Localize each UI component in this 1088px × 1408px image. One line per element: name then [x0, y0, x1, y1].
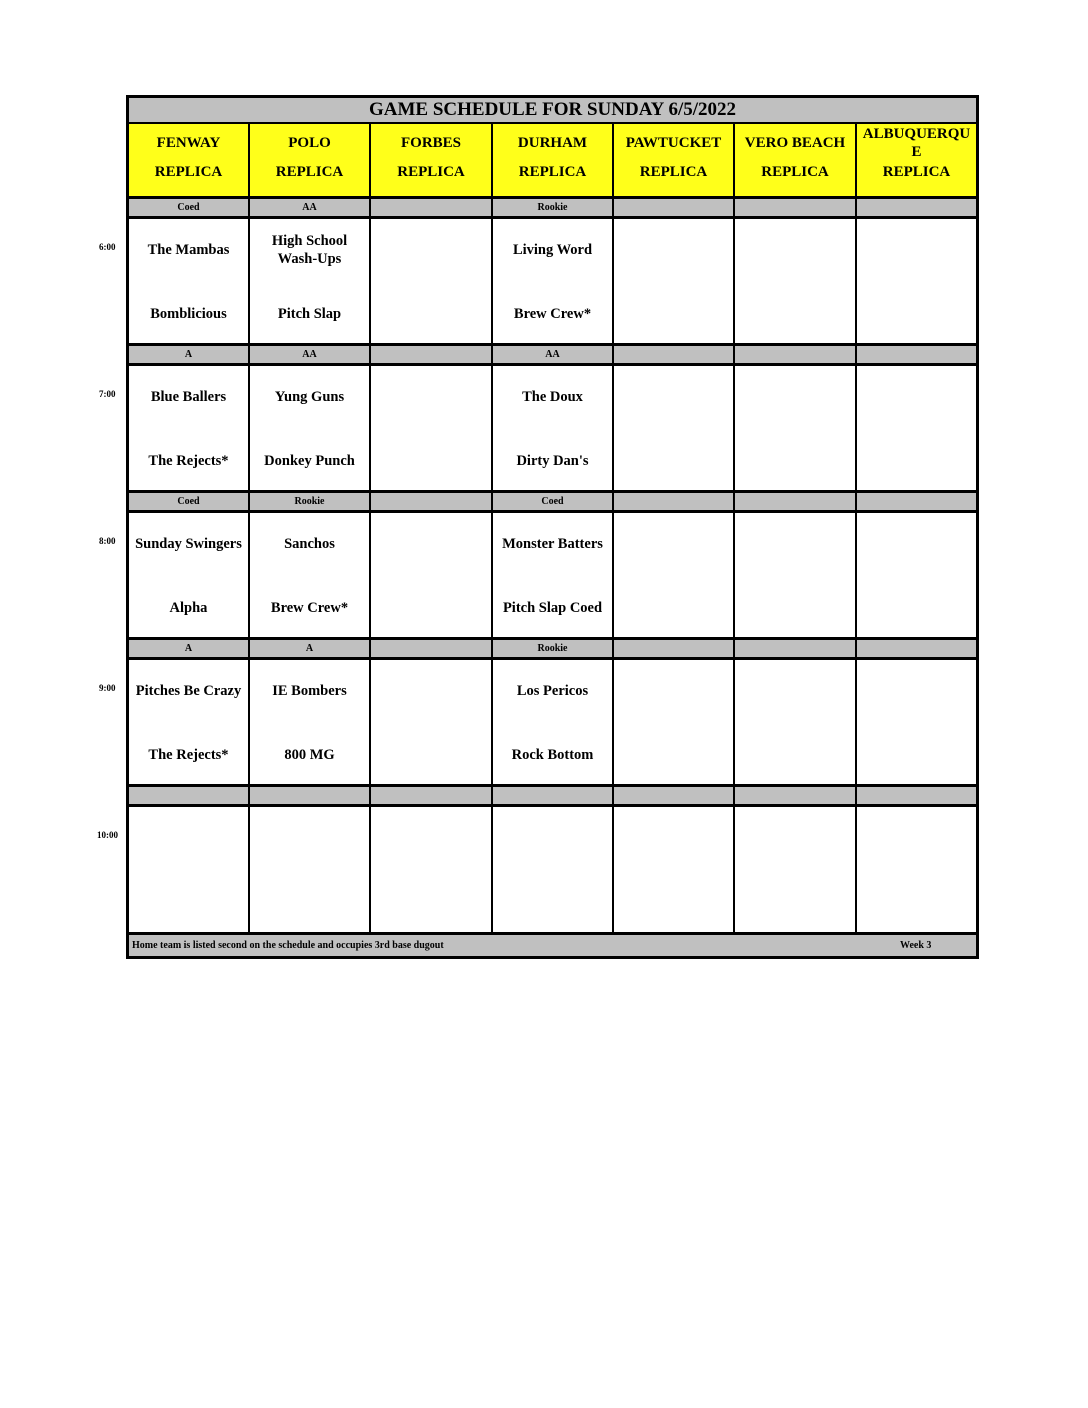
away-team: Blue Ballers: [150, 389, 227, 405]
division-label: AA: [493, 343, 614, 366]
away-team: Monster Batters: [502, 536, 603, 552]
away-team: Living Word: [512, 242, 593, 258]
game-cell: [614, 513, 735, 638]
division-label: [371, 637, 493, 660]
time-label: 8:00: [99, 536, 116, 546]
game-cell: [857, 807, 976, 932]
away-team: The Doux: [522, 389, 583, 405]
away-team: Los Pericos: [516, 683, 589, 699]
time-label: 9:00: [99, 683, 116, 693]
home-team: Bomblicious: [150, 306, 227, 322]
division-label: [735, 490, 857, 513]
field-subtitle: REPLICA: [397, 164, 465, 180]
division-label: Rookie: [250, 490, 371, 513]
home-team: Pitch Slap: [277, 306, 342, 322]
game-cell: [250, 366, 371, 491]
game-cell: [857, 219, 976, 344]
away-team: IE Bombers: [272, 683, 347, 699]
game-cell: [857, 660, 976, 785]
field-subtitle: REPLICA: [275, 164, 344, 180]
division-label: [614, 196, 735, 219]
game-cell: [614, 366, 735, 491]
game-cell: [129, 366, 250, 491]
division-label: [371, 490, 493, 513]
division-label: [371, 343, 493, 366]
time-label: 10:00: [97, 830, 118, 840]
game-cell: [250, 219, 371, 344]
division-label: [371, 784, 493, 807]
game-cell: [371, 807, 493, 932]
game-cell: [371, 660, 493, 785]
away-team: Sunday Swingers: [135, 536, 242, 552]
division-label: [614, 343, 735, 366]
division-label: [371, 196, 493, 219]
game-cell: [614, 807, 735, 932]
division-label: [614, 490, 735, 513]
field-name: FORBES: [400, 135, 461, 151]
division-label: [857, 343, 976, 366]
division-label: [735, 784, 857, 807]
division-label: AA: [250, 343, 371, 366]
home-team: Alpha: [169, 600, 208, 616]
division-label: [735, 637, 857, 660]
away-team: Pitches Be Crazy: [135, 683, 242, 699]
home-team: Rock Bottom: [511, 747, 594, 763]
division-label: [857, 490, 976, 513]
field-header-fenway: [129, 124, 250, 196]
division-label: [129, 784, 250, 807]
division-label: A: [129, 343, 250, 366]
away-team: The Mambas: [147, 242, 230, 258]
field-name: FENWAY: [156, 135, 221, 151]
week-label: Week 3: [900, 940, 932, 951]
division-label: [857, 784, 976, 807]
field-name: PAWTUCKET: [625, 135, 722, 151]
game-cell: [371, 513, 493, 638]
time-label: 6:00: [99, 242, 116, 252]
division-label: [614, 637, 735, 660]
home-team: Pitch Slap Coed: [502, 600, 603, 616]
field-header-albuquerqu-e: [857, 124, 976, 196]
division-label: AA: [250, 196, 371, 219]
field-name: ALBUQUERQU E: [862, 126, 971, 160]
schedule-sheet: [126, 95, 979, 959]
home-team: Donkey Punch: [264, 453, 355, 469]
home-team: 800 MG: [284, 747, 335, 763]
home-team: Brew Crew*: [513, 306, 592, 322]
field-name: DURHAM: [517, 135, 588, 151]
field-subtitle: REPLICA: [518, 164, 587, 180]
home-team: Dirty Dan's: [516, 453, 589, 469]
game-cell: [493, 660, 614, 785]
field-header-polo: [250, 124, 371, 196]
game-cell: [129, 513, 250, 638]
game-cell: [493, 366, 614, 491]
home-team: The Rejects*: [148, 453, 229, 469]
division-label: A: [250, 637, 371, 660]
division-label: [735, 343, 857, 366]
game-cell: [371, 219, 493, 344]
division-label: [614, 784, 735, 807]
field-subtitle: REPLICA: [154, 164, 223, 180]
away-team: Yung Guns: [274, 389, 345, 405]
away-team: High School Wash-Ups: [271, 233, 348, 267]
division-label: A: [129, 637, 250, 660]
footer-bar: [129, 932, 976, 956]
field-header-durham: [493, 124, 614, 196]
game-cell: [250, 660, 371, 785]
game-cell: [857, 513, 976, 638]
home-team: Brew Crew*: [270, 600, 349, 616]
field-header-forbes: [371, 124, 493, 196]
field-subtitle: REPLICA: [639, 164, 708, 180]
division-label: Rookie: [493, 637, 614, 660]
footer-note: Home team is listed second on the schedule and occupies 3rd base dugout: [132, 940, 444, 951]
field-name: VERO BEACH: [744, 135, 846, 151]
game-cell: [493, 513, 614, 638]
division-label: Coed: [129, 490, 250, 513]
game-cell: [250, 807, 371, 932]
field-header-pawtucket: [614, 124, 735, 196]
field-subtitle: REPLICA: [882, 164, 951, 180]
game-cell: [129, 807, 250, 932]
game-cell: [493, 219, 614, 344]
game-cell: [735, 807, 857, 932]
division-label: Rookie: [493, 196, 614, 219]
game-cell: [371, 366, 493, 491]
away-team: Sanchos: [284, 536, 335, 552]
game-cell: [735, 660, 857, 785]
division-label: Coed: [493, 490, 614, 513]
field-name: POLO: [288, 135, 331, 151]
division-label: [857, 637, 976, 660]
game-cell: [735, 513, 857, 638]
game-cell: [614, 660, 735, 785]
division-label: [493, 784, 614, 807]
division-label: [857, 196, 976, 219]
game-cell: [250, 513, 371, 638]
field-subtitle: REPLICA: [761, 164, 829, 180]
division-label: [250, 784, 371, 807]
schedule-title: GAME SCHEDULE FOR SUNDAY 6/5/2022: [129, 98, 976, 124]
game-cell: [735, 366, 857, 491]
field-header-vero-beach: [735, 124, 857, 196]
division-label: [735, 196, 857, 219]
game-cell: [129, 219, 250, 344]
time-label: 7:00: [99, 389, 116, 399]
game-cell: [129, 660, 250, 785]
game-cell: [614, 219, 735, 344]
game-cell: [493, 807, 614, 932]
division-label: Coed: [129, 196, 250, 219]
home-team: The Rejects*: [148, 747, 229, 763]
game-cell: [857, 366, 976, 491]
game-cell: [735, 219, 857, 344]
